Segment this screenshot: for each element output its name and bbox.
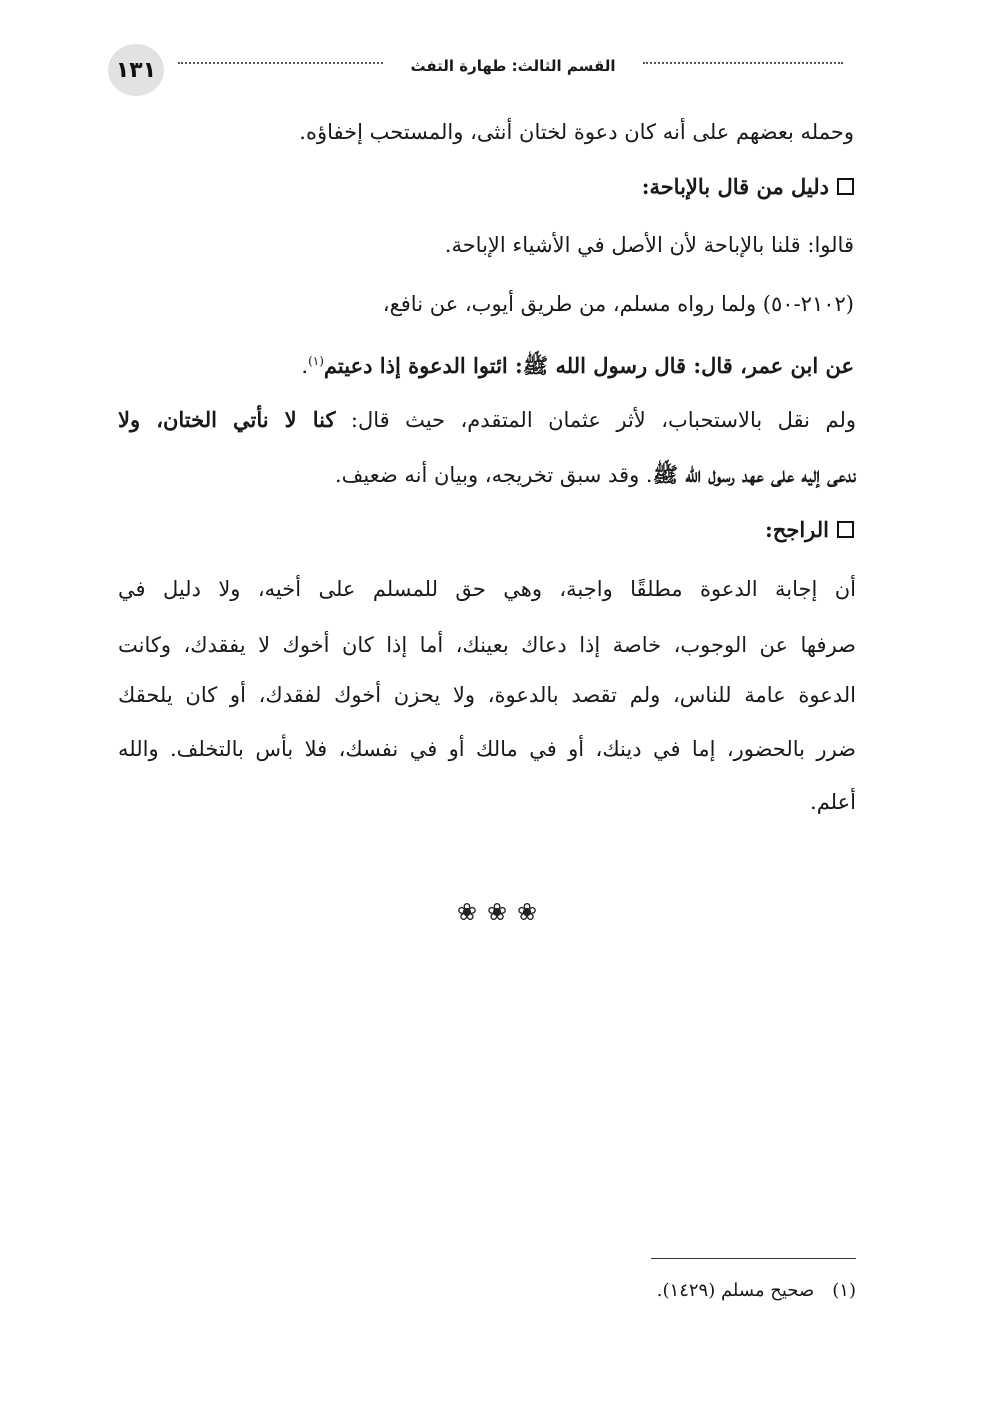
para-line-3: الدعوة عامة للناس، ولم تقصد بالدعوة، ولا يحزن أخوك لفقدك، أو كان يلحقك bbox=[118, 683, 856, 707]
para-line-5: أعلم. bbox=[810, 790, 856, 814]
body-line-6 bbox=[118, 405, 856, 435]
running-header-title: القسم الثالث: طهارة التفث bbox=[410, 57, 616, 75]
footnote-number: (١) bbox=[832, 1280, 856, 1301]
checkbox-square-icon bbox=[837, 178, 854, 195]
footnote-text: صحيح مسلم (١٤٢٩). bbox=[656, 1280, 815, 1301]
section-separator-ornament: ❀❀❀ bbox=[456, 898, 548, 926]
para-line-2: صرفها عن الوجوب، خاصة إذا دعاك بعينك، أما إذا كان أخوك لا يفقدك، وكانت bbox=[118, 633, 856, 657]
line6-normal: ولم نقل بالاستحباب، لأثر عثمان المتقدم، حيث قال: bbox=[335, 408, 856, 432]
para-line-1: أن إجابة الدعوة مطلقًا واجبة، وهي حق للمسلم على أخيه، ولا دليل في bbox=[118, 577, 856, 601]
page-number-badge bbox=[108, 44, 164, 96]
page-number: ١٣١ bbox=[115, 57, 157, 83]
header-dotted-rule-left bbox=[178, 62, 383, 64]
header-dotted-rule-right bbox=[643, 62, 843, 64]
line5-end: . bbox=[301, 354, 309, 378]
heading-rajih-text: الراجح: bbox=[765, 517, 829, 542]
body-line-1: وحمله بعضهم على أنه كان دعوة لختان أنثى، والمستحب إخفاؤه. bbox=[299, 120, 854, 144]
line7-normal: . وقد سبق تخريجه، وبيان أنه ضعيف. bbox=[334, 463, 653, 487]
checkbox-square-icon bbox=[837, 521, 854, 538]
body-line-5 bbox=[301, 346, 854, 381]
body-line-4: (٢١٠٢-٥٠) ولما رواه مسلم، من طريق أيوب، عن نافع، bbox=[382, 292, 854, 316]
footnote bbox=[657, 1278, 856, 1304]
hadith-quote: عن ابن عمر، قال: قال رسول الله ﷺ: ائتوا الدعوة إذا دعيتم bbox=[323, 353, 854, 378]
body-line-7 bbox=[335, 460, 856, 490]
section-heading-rajih bbox=[765, 515, 854, 545]
line6-bold: كنا لا نأتي الختان، ولا bbox=[118, 407, 336, 432]
line7-bold: ندعى إليه على عهد رسول الله ﷺ bbox=[652, 462, 856, 487]
footnote-ref: (١) bbox=[308, 354, 324, 368]
body-line-3: قالوا: قلنا بالإباحة لأن الأصل في الأشياء الإباحة. bbox=[444, 233, 854, 257]
footnote-rule bbox=[651, 1258, 856, 1259]
section-heading-ibaha bbox=[642, 172, 854, 202]
para-line-4: ضرر بالحضور، إما في دينك، أو في مالك أو في نفسك، فلا بأس بالتخلف. والله bbox=[118, 737, 856, 761]
heading-ibaha-text: دليل من قال بالإباحة: bbox=[641, 174, 829, 199]
